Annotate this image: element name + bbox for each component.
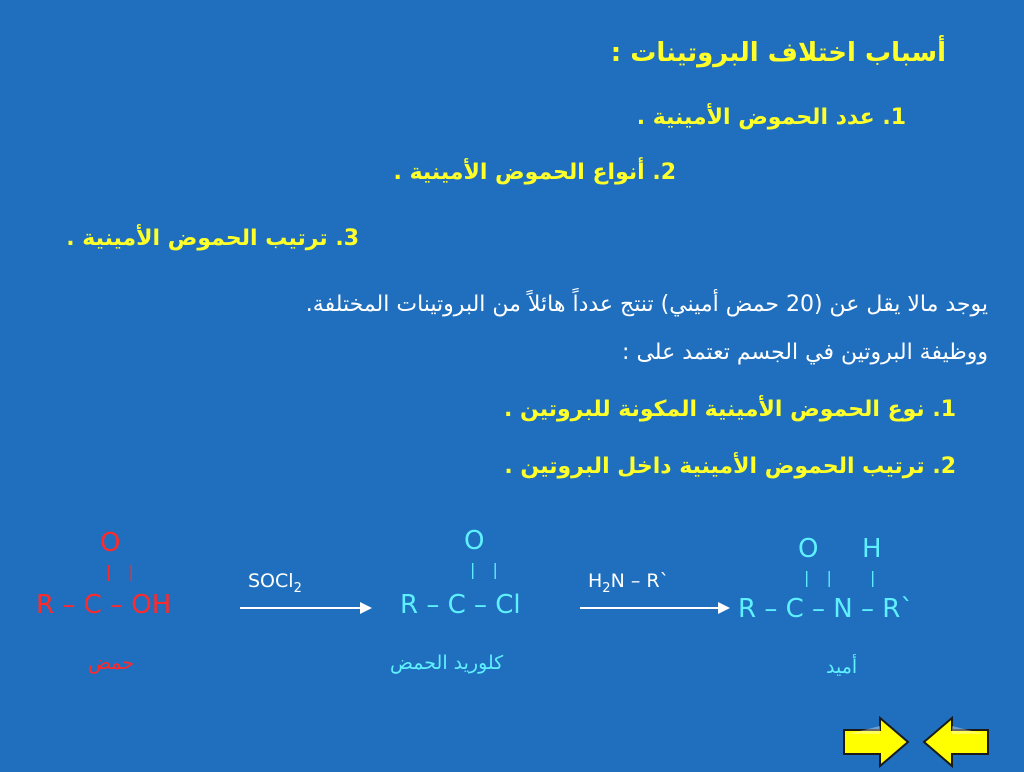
reagent-amine: $H_2N$ – R` — [588, 570, 670, 596]
chloride-double-bond: | | — [470, 560, 504, 579]
paragraph-line-1: يوجد مالا يقل عن (20 حمض أميني) تنتج عدداً هائلاً من البروتينات المختلفة. — [305, 292, 988, 317]
cause-item-3: 3. ترتيب الحموض الأمينية . — [66, 226, 359, 251]
amide-double-bond: | | — [804, 568, 838, 587]
paragraph-line-2: ووظيفة البروتين في الجسم تعتمد على : — [622, 340, 988, 365]
cause-item-1: 1. عدد الحموض الأمينية . — [636, 105, 906, 130]
reaction-arrowhead-2 — [718, 602, 730, 614]
amide-label: أميد — [826, 656, 858, 678]
chloride-label: كلوريد الحمض — [390, 652, 504, 674]
reagent-socl2: SOCl$_2$ — [248, 570, 302, 596]
factor-item-2: 2. ترتيب الحموض الأمينية داخل البروتين . — [504, 454, 956, 479]
reaction-arrowhead-1 — [360, 602, 372, 614]
acid-oxygen: O — [100, 528, 121, 558]
acid-double-bond: | | — [106, 562, 140, 581]
acid-label: حمض — [88, 652, 135, 674]
amide-nh-bond: | — [870, 568, 882, 587]
reaction-arrow-1 — [240, 607, 362, 609]
reaction-arrow-2 — [580, 607, 720, 609]
chloride-oxygen: O — [464, 526, 485, 556]
chloride-formula: R – C – Cl — [400, 590, 521, 620]
amide-oxygen: O — [798, 534, 819, 564]
amide-hydrogen: H — [862, 534, 882, 564]
arrow-right-icon[interactable] — [842, 716, 910, 768]
factor-item-1: 1. نوع الحموض الأمينية المكونة للبروتين . — [503, 397, 956, 422]
arrow-left-icon[interactable] — [922, 716, 990, 768]
cause-item-2: 2. أنواع الحموض الأمينية . — [393, 160, 676, 185]
amide-formula: R – C – N – R` — [738, 594, 914, 624]
acid-formula: R – C – OH — [36, 590, 172, 620]
slide-title: أسباب اختلاف البروتينات : — [610, 38, 946, 68]
